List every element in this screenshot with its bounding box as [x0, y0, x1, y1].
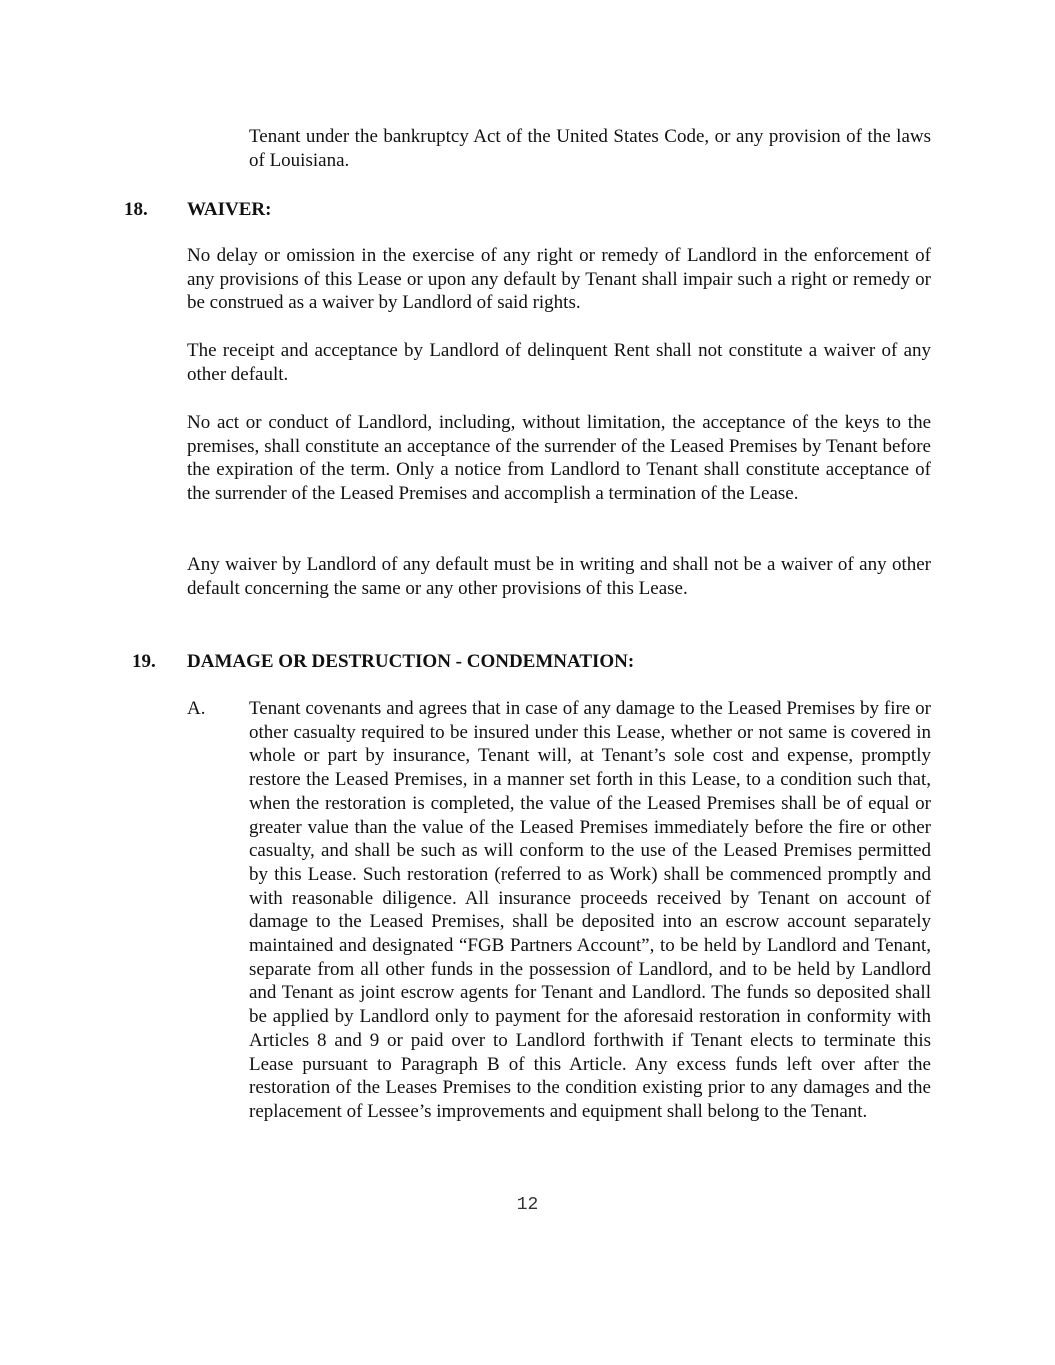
section-19-heading — [0, 650, 1055, 674]
section-19-number: 19. — [132, 651, 156, 672]
section-18-paragraph-4: Any waiver by Landlord of any default must be in writing and shall not be a waiver of any other default concerning the same or any other provisions of this Lease. — [187, 554, 931, 599]
section-18-title: WAIVER: — [187, 199, 272, 220]
subsection-a-label: A. — [187, 698, 206, 719]
page-number: 12 — [516, 1195, 539, 1215]
subsection-a-paragraph: Tenant covenants and agrees that in case of any damage to the Leased Premises by fire or other casualty required to be insured under this Lease, whether or not same is covered in whole or part by insurance, Tenant will, at Tenant’s sole cost and expense, promptly restore the Leased Premises, in a manner set forth in this Lease, to a condition such that, when the restoration is completed, the value of the Leased Premises shall be of equal or greater value than the value of the Leased Premises immediately before the fire or other casualty, and shall be such as will conform to the use of the Leased Premises permitted by this Lease. Such restoration (referred to as Work) shall be commenced promptly and with reasonable diligence. All insurance proceeds received by Tenant on account of damage to the Leased Premises, shall be deposited into an escrow account separately maintained and designated “FGB Partners Account”, to be held by Landlord and Tenant, separate from all other funds in the possession of Landlord, and to be held by Landlord and Tenant as joint escrow agents for Tenant and Landlord. The funds so deposited shall be applied by Landlord only to payment for the aforesaid restoration in conformity with Articles 8 and 9 or paid over to Landlord forthwith if Tenant elects to terminate this Lease pursuant to Paragraph B of this Article. Any excess funds left over after the restoration of the Leases Premises to the condition existing prior to any damages and the replacement of Lessee’s improvements and equipment shall belong to the Tenant. — [249, 698, 931, 1122]
continuation-paragraph: Tenant under the bankruptcy Act of the United States Code, or any provision of the laws of Louisiana. — [249, 126, 931, 171]
section-18-paragraph-3: No act or conduct of Landlord, including, without limitation, the acceptance of the keys to the premises, shall constitute an acceptance of the surrender of the Leased Premises by Tenant before the expiration of the term. Only a notice from Landlord to Tenant shall constitute acceptance of the surrender of the Leased Premises and accomplish a termination of the Lease. — [187, 412, 931, 505]
section-18-paragraph-1: No delay or omission in the exercise of any right or remedy of Landlord in the enforcement of any provisions of this Lease or upon any default by Tenant shall impair such a right or remedy or be construed as a waiver by Landlord of said rights. — [187, 245, 931, 314]
section-18-number: 18. — [124, 199, 148, 220]
section-18-heading — [0, 198, 1055, 222]
section-18-paragraph-2: The receipt and acceptance by Landlord of delinquent Rent shall not constitute a waiver of any other default. — [187, 340, 931, 385]
section-19-title: DAMAGE OR DESTRUCTION - CONDEMNATION: — [187, 651, 635, 672]
